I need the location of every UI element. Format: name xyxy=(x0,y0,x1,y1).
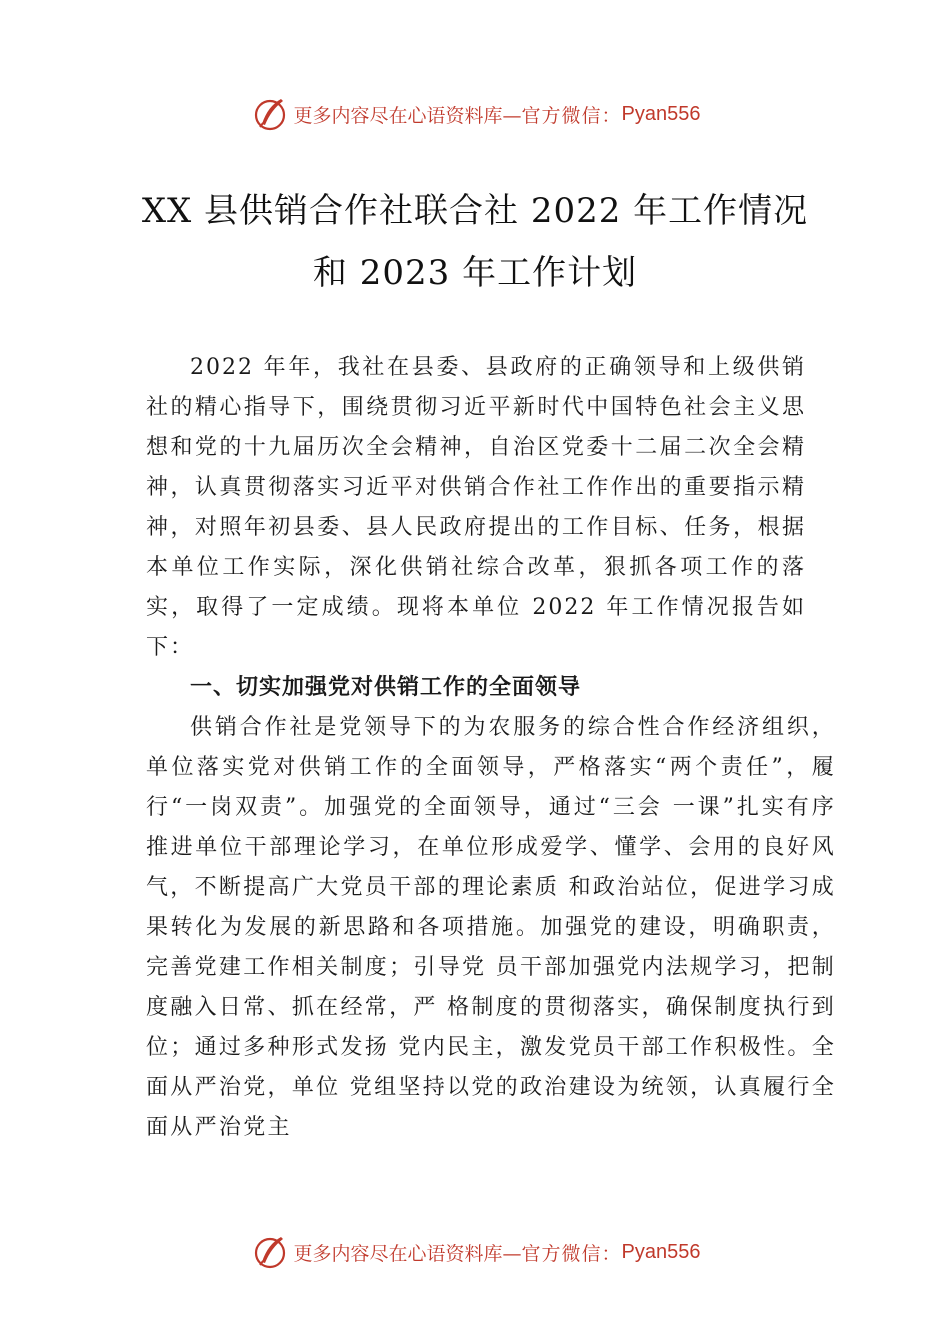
watermark-banner-top xyxy=(0,92,950,136)
watermark-main-text: 更多内容尽在心语资料库— xyxy=(293,1242,522,1265)
watermark-wechat-label: 官方微信： xyxy=(521,1242,622,1265)
section1-paragraph: 供销合作社是党领导下的为农服务的综合性合作经济组织，单位落实党对供销工作的全面领导，严格落实“两个责任”，履行“一岗双责”。加强党的全面领导，通过“三会 一课”扎实有序推进单位干部理论学习，在单位形成爱学、懂学、会用的良好风气，不断提高广大党员干部的理论素质 和政治站位，促进学习成果转化为发展的新思路和各项措施。加强党的建设，明确职责，完善党建工作相关制度；引导党 员干部加强党内法规学习，把制度融入日常、抓在经常，严 格制度的贯彻落实，确保制度执行到位；通过多种形式发扬 党内民主，激发党员干部工作积极性。全面从严治党，单位 党组坚持以党的政治建设为统领，认真履行全面从严治党主 xyxy=(146,715,836,1140)
watermark-wechat-id: Pyan556 xyxy=(621,1240,701,1263)
watermark-wechat-label: 官方微信： xyxy=(521,104,622,127)
watermark-banner-bottom xyxy=(0,1230,950,1274)
document-title-line1: XX 县供销合作社联合社 2022 年工作情况 xyxy=(141,191,809,231)
quill-pen-icon xyxy=(250,1232,290,1272)
watermark-main-text: 更多内容尽在心语资料库— xyxy=(293,104,522,127)
quill-pen-icon xyxy=(250,94,290,134)
intro-paragraph: 2022 年年，我社在县委、县政府的正确领导和上级供销社的精心指导下，围绕贯彻习近平新时代中国特色社会主义思想和党的十九届历次全会精神，自治区党委十二届二次全会精神，认真贯彻落实习近平对供销合作社工作作出的重要指示精神，对照年初县委、县人民政府提出的工作目标、任务，根据本单位工作实际，深化供销社综合改革，狠抓各项工作的落实，取得了一定成绩。现将本单位 2022 年工作情况报告如下： xyxy=(146,355,806,660)
document-title-line2: 和 2023 年工作计划 xyxy=(312,253,638,293)
watermark-wechat-id: Pyan556 xyxy=(621,102,701,125)
document-body xyxy=(146,348,836,1148)
section1-heading: 一、切实加强党对供销工作的全面领导 xyxy=(190,675,582,700)
